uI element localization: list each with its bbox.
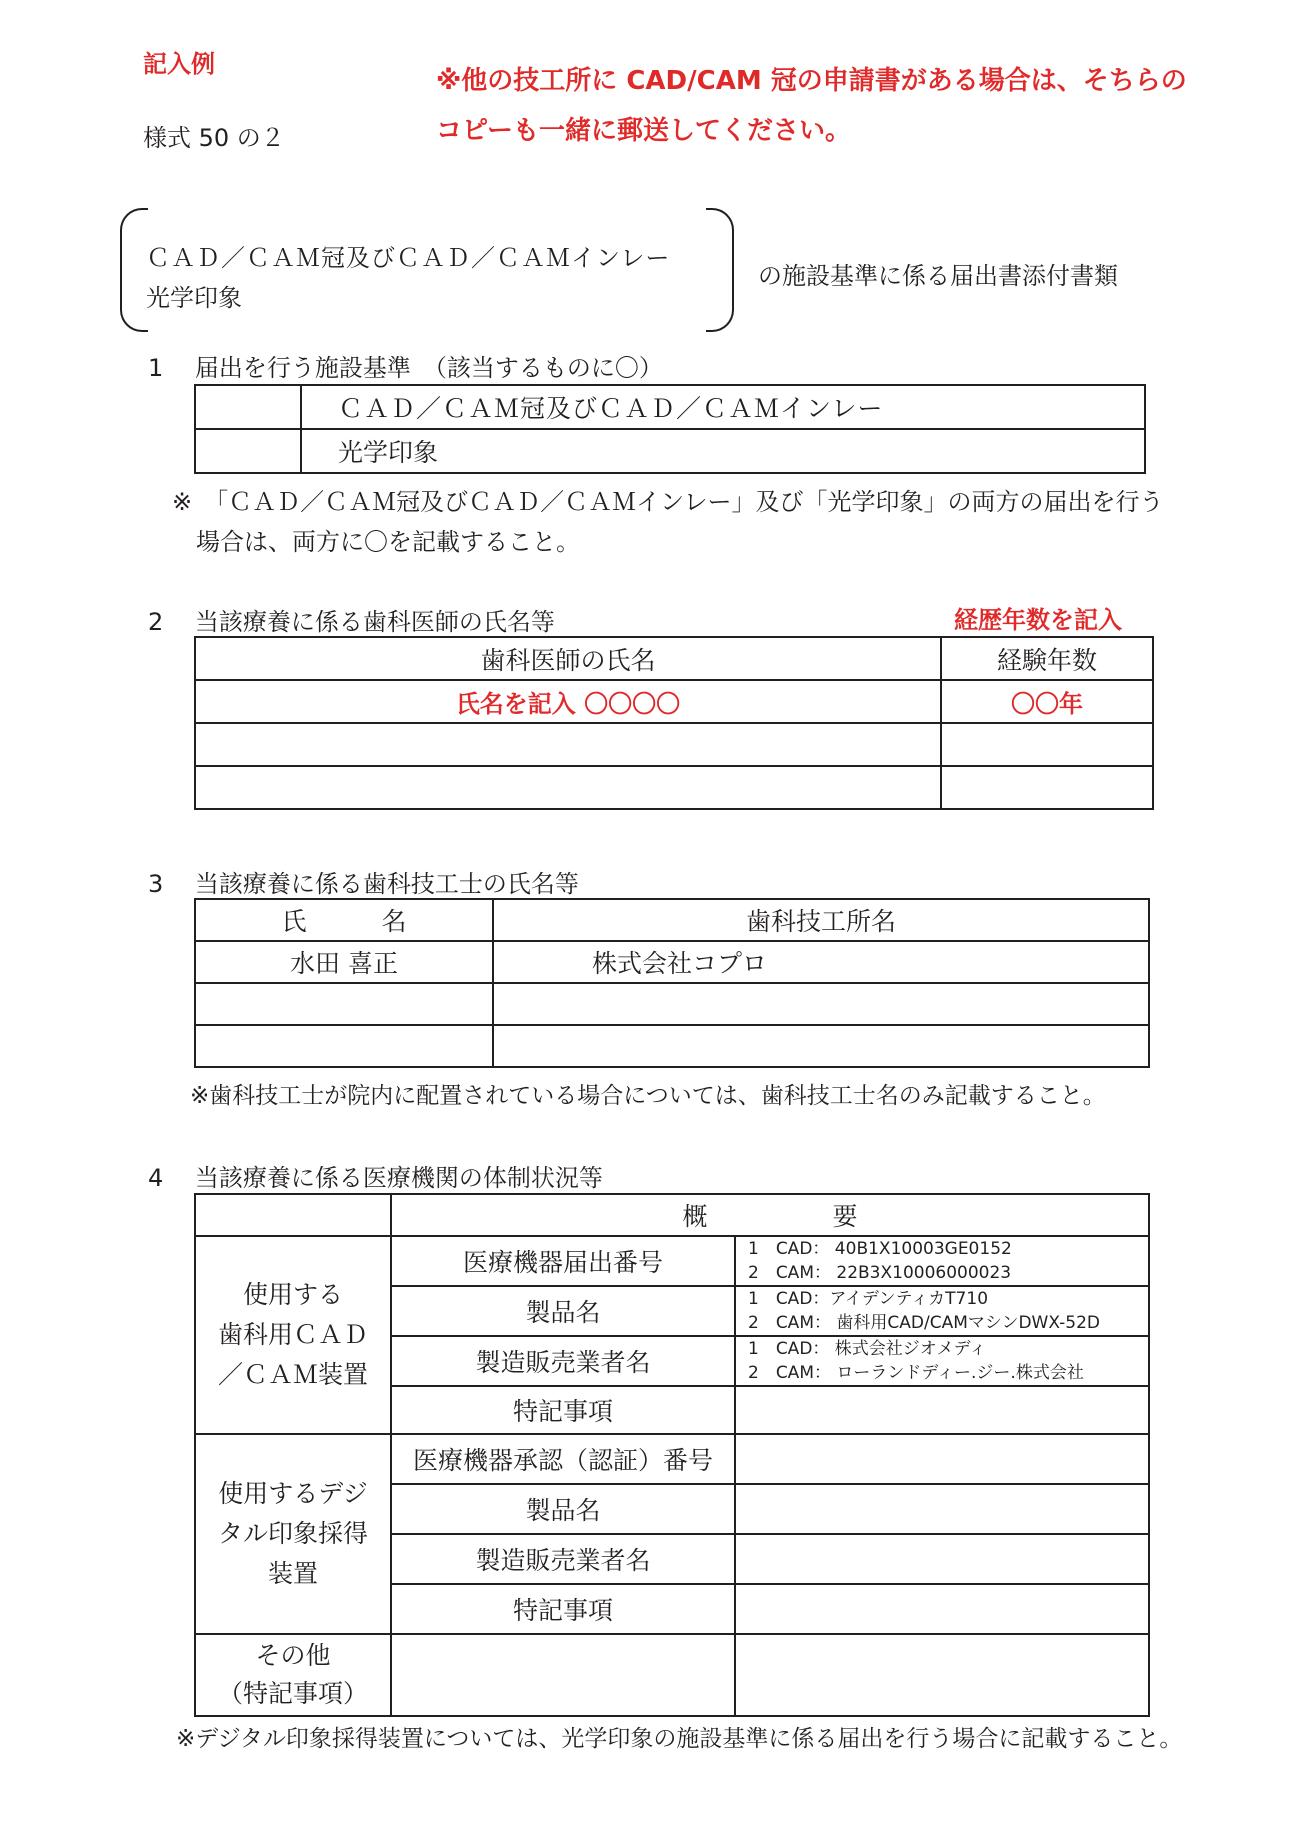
registration-number-cell[interactable] [735,1236,1149,1286]
dentist-name-cell[interactable]: 氏名を記入 〇〇〇〇 [195,680,941,723]
section2-heading: 2 当該療養に係る歯科医師の氏名等 [148,608,555,636]
dental-lab-cell[interactable]: 株式会社コプロ [493,941,1149,983]
group-cadcam-device [195,1236,391,1434]
other-line-1: その他 [255,1641,331,1670]
product-cam: 2 CAM： 歯科用CAD/CAMマシンDWX-52D [748,1313,1101,1333]
technician-name-cell[interactable]: 水田 喜正 [195,941,493,983]
manufacturer-cell[interactable] [735,1336,1149,1386]
title-bracket-line-1: ＣＡＤ／ＣＡＭ冠及びＣＡＤ／ＣＡＭインレー [146,244,671,272]
section1-table [194,384,1146,474]
section4-heading: 4 当該療養に係る医療機関の体制状況等 [148,1164,603,1192]
other-line-2: （特記事項） [217,1679,368,1708]
label-product-name: 製品名 [391,1286,735,1336]
product-cad: 1 CAD：アイデンティカT710 [748,1289,989,1309]
notice-line-1: ※他の技工所に CAD/CAM 冠の申請書がある場合は、そちらの [436,66,1187,96]
checkbox-cell-cadcam[interactable] [195,385,301,429]
title-suffix: の施設基準に係る届出書添付書類 [758,262,1118,290]
registration-cam: 2 CAM： 22B3X10006000023 [748,1263,1012,1283]
dentist-name-cell[interactable] [195,723,941,766]
standard-optical-impression: 光学印象 [301,429,1145,473]
manufacturer-cell[interactable] [735,1534,1149,1584]
group2-line-2: タル印象採得 [217,1519,368,1548]
col-overview: 概 要 [391,1194,1149,1236]
manufacturer-cad: 1 CAD： 株式会社ジオメディ [748,1339,987,1359]
section1-note-line-2: 場合は、両方に〇を記載すること。 [196,528,580,556]
experience-years-cell[interactable] [941,766,1153,809]
title-bracket-line-2: 光学印象 [146,284,242,312]
special-notes-cell[interactable] [735,1386,1149,1434]
label-special-notes: 特記事項 [391,1584,735,1634]
dental-lab-cell[interactable] [493,983,1149,1025]
product-name-cell[interactable] [735,1286,1149,1336]
label-special-notes: 特記事項 [391,1386,735,1434]
form-number: 様式 50 の２ [143,124,285,152]
product-name-cell[interactable] [735,1484,1149,1534]
standard-cadcam: ＣＡＤ／ＣＡＭ冠及びＣＡＤ／ＣＡＭインレー [301,385,1145,429]
label-product-name: 製品名 [391,1484,735,1534]
label-approval-number: 医療機器承認（認証）番号 [391,1434,735,1484]
dentist-name-cell[interactable] [195,766,941,809]
years-annotation: 経歴年数を記入 [954,606,1122,634]
dentist-table [194,636,1154,810]
col-technician-name: 氏 名 [195,899,493,941]
experience-years-cell[interactable] [941,723,1153,766]
example-label: 記入例 [143,50,215,78]
col-dental-lab: 歯科技工所名 [493,899,1149,941]
header-blank-cell [195,1194,391,1236]
label-manufacturer: 製造販売業者名 [391,1534,735,1584]
technician-table [194,898,1150,1068]
facility-table [194,1193,1150,1717]
bracket-left [120,208,148,332]
notice-line-2: コピーも一緒に郵送してください。 [436,116,851,146]
group2-line-1: 使用するデジ [218,1479,368,1508]
section3-note: ※歯科技工士が院内に配置されている場合については、歯科技工士名のみ記載すること。 [190,1083,1106,1109]
registration-cad: 1 CAD： 40B1X10003GE0152 [748,1239,1012,1259]
col-dentist-name: 歯科医師の氏名 [195,637,941,680]
section1-note-line-1: ※ 「ＣＡＤ／ＣＡＭ冠及びＣＡＤ／ＣＡＭインレー」及び「光学印象」の両方の届出を行う [172,488,1164,516]
section1-heading: 1 届出を行う施設基準 （該当するものに〇） [148,354,663,382]
other-cell-left[interactable] [391,1634,735,1716]
group1-line-3: ／ＣＡＭ装置 [217,1360,368,1389]
group-digital-impression-device [195,1434,391,1634]
technician-name-cell[interactable] [195,1025,493,1067]
group1-line-2: 歯科用ＣＡＤ [217,1320,368,1349]
section4-note: ※デジタル印象採得装置については、光学印象の施設基準に係る届出を行う場合に記載すること。 [176,1726,1183,1752]
label-registration-number: 医療機器届出番号 [391,1236,735,1286]
dental-lab-cell[interactable] [493,1025,1149,1067]
special-notes-cell[interactable] [735,1584,1149,1634]
technician-name-cell[interactable] [195,983,493,1025]
group1-line-1: 使用する [242,1280,343,1309]
experience-years-cell[interactable]: 〇〇年 [941,680,1153,723]
manufacturer-cam: 2 CAM： ローランドディー.ジー.株式会社 [748,1363,1084,1383]
approval-number-cell[interactable] [735,1434,1149,1484]
label-manufacturer: 製造販売業者名 [391,1336,735,1386]
bracket-right [706,208,734,332]
other-cell-right[interactable] [735,1634,1149,1716]
col-experience-years: 経験年数 [941,637,1153,680]
group2-line-3: 装置 [267,1559,318,1588]
group-other [195,1634,391,1716]
checkbox-cell-optical[interactable] [195,429,301,473]
section3-heading: 3 当該療養に係る歯科技工士の氏名等 [148,870,579,898]
